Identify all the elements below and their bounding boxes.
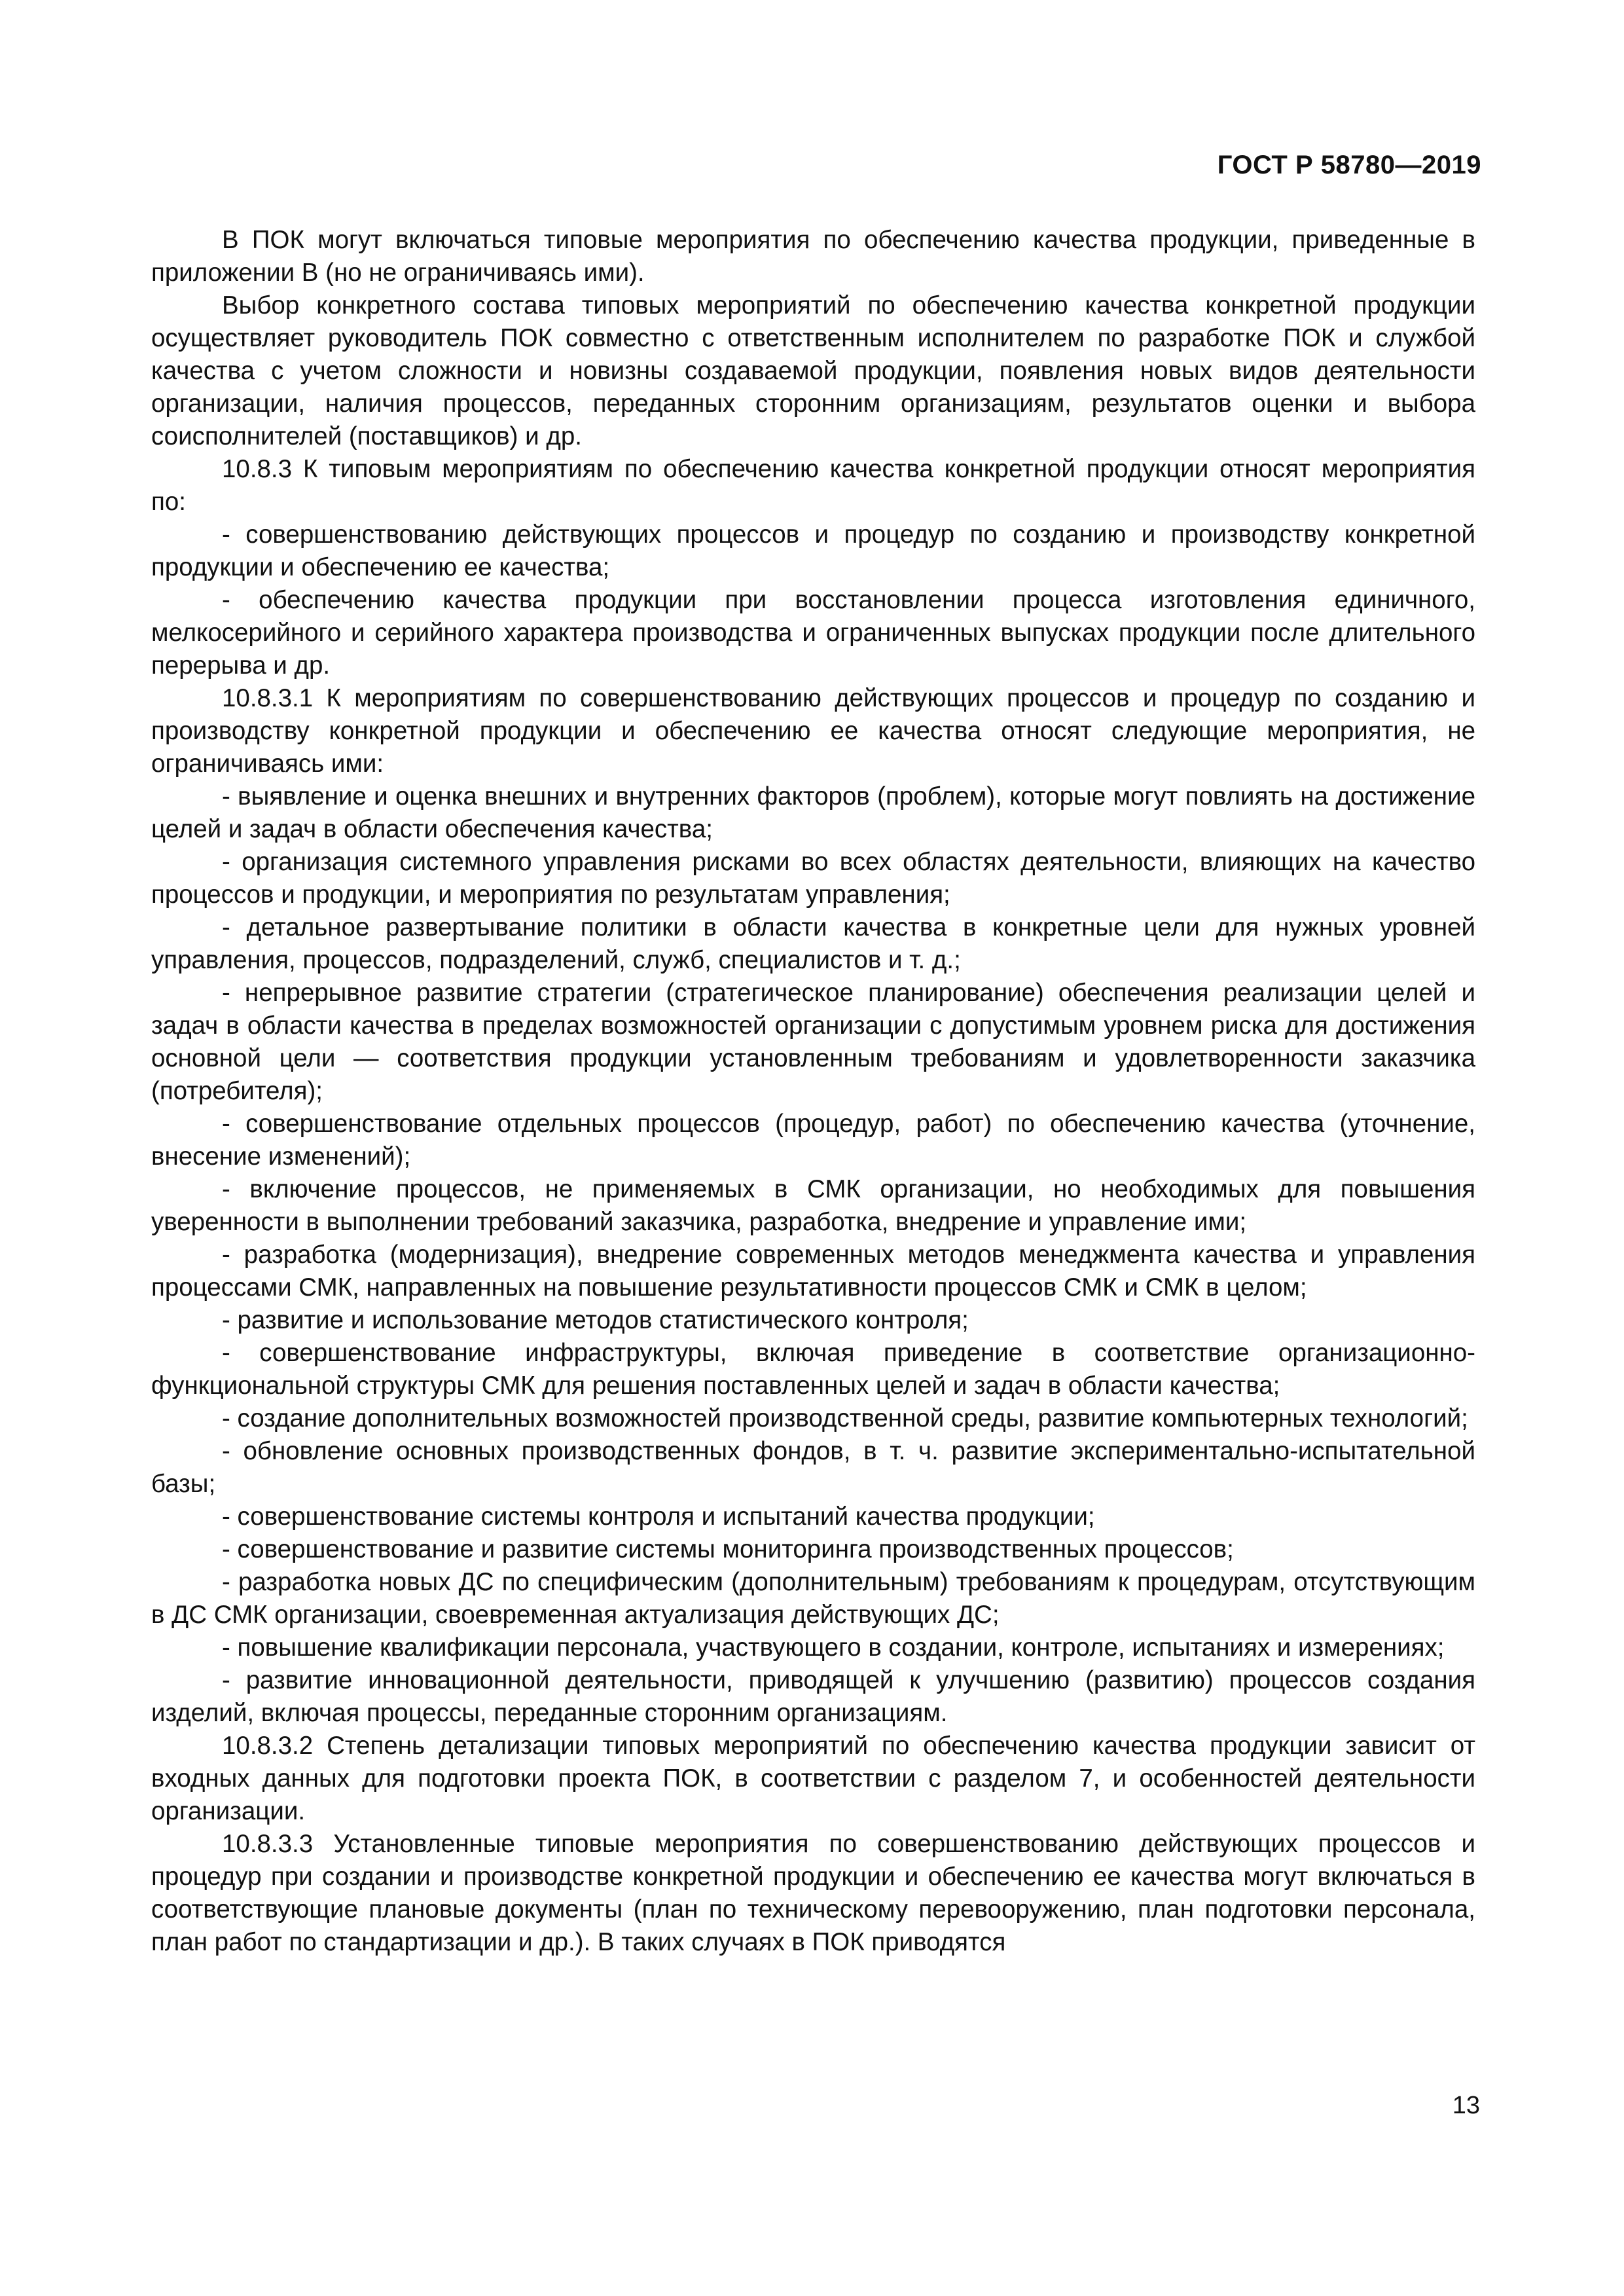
list-item: - совершенствование отдельных процессов (процедур, работ) по обеспечению качества (уточнение, внесение изменений); (151, 1110, 1475, 1171)
list-item: - непрерывное развитие стратегии (стратегическое планирование) обеспечения реализации целей и задач в области качества в пределах возможностей организации с допустимым уровнем риска для достижения основной цели — соответствия продукции установленным требованиям и удовлетворенности заказчика (потребителя); (151, 979, 1475, 1105)
section-paragraph-10-8-3: 10.8.3 К типовым мероприятиям по обеспечению качества конкретной продукции относят мероприятия по: (151, 455, 1475, 516)
list-item: - включение процессов, не применяемых в СМК организации, но необходимых для повышения уверенности в выполнении требований заказчика, разработка, внедрение и управление ими; (151, 1175, 1475, 1236)
paragraph: В ПОК могут включаться типовые мероприятия по обеспечению качества продукции, приведенные в приложении В (но не ограничиваясь ими). (151, 226, 1475, 287)
section-paragraph-10-8-3-2: 10.8.3.2 Степень детализации типовых мероприятий по обеспечению качества продукции зависит от входных данных для подготовки проекта ПОК, в соответствии с разделом 7, и особенностей деятельности организации. (151, 1732, 1475, 1825)
paragraph: Выбор конкретного состава типовых мероприятий по обеспечению качества конкретной продукции осуществляет руководитель ПОК совместно с ответственным исполнителем по разработке ПОК и службой качества с учетом сложности и новизны создаваемой продукции, появления новых видов деятельности организации, наличия процессов, переданных сторонним организациям, результатов оценки и выбора соисполнителей (поставщиков) и др. (151, 291, 1475, 450)
list-item: - развитие инновационной деятельности, приводящей к улучшению (развитию) процессов создания изделий, включая процессы, переданные сторонним организациям. (151, 1666, 1475, 1727)
list-item: - создание дополнительных возможностей производственной среды, развитие компьютерных технологий; (222, 1404, 1468, 1432)
body-text (151, 224, 1475, 1959)
list-item: - повышение квалификации персонала, участвующего в создании, контроле, испытаниях и измерениях; (222, 1633, 1445, 1662)
list-item: - развитие и использование методов статистического контроля; (222, 1306, 969, 1334)
section-paragraph-10-8-3-1: 10.8.3.1 К мероприятиям по совершенствованию действующих процессов и процедур по созданию и производству конкретной продукции и обеспечению ее качества относят следующие мероприятия, не ограничиваясь ими: (151, 684, 1475, 778)
list-item: - совершенствование инфраструктуры, включая приведение в соответствие организационно-функциональной структуры СМК для решения поставленных целей и задач в области качества; (151, 1339, 1475, 1400)
list-item: - обеспечению качества продукции при восстановлении процесса изготовления единичного, мелкосерийного и серийного характера производства и ограниченных выпусках продукции после длительного перерыва и др. (151, 586, 1475, 680)
list-item: - обновление основных производственных фондов, в т. ч. развитие экспериментально-испытательной базы; (151, 1437, 1475, 1498)
section-paragraph-10-8-3-3: 10.8.3.3 Установленные типовые мероприятия по совершенствованию действующих процессов и процедур при создании и производстве конкретной продукции и обеспечению ее качества могут включаться в соответствующие плановые документы (план по техническому перевооружению, план подготовки персонала, план работ по стандартизации и др.). В таких случаях в ПОК приводятся (151, 1830, 1475, 1956)
list-item: - разработка (модернизация), внедрение современных методов менеджмента качества и управления процессами СМК, направленных на повышение результативности процессов СМК и СМК в целом; (151, 1241, 1475, 1302)
list-item: - совершенствование и развитие системы мониторинга производственных процессов; (222, 1535, 1234, 1563)
list-item: - совершенствованию действующих процессов и процедур по созданию и производству конкретной продукции и обеспечению ее качества; (151, 520, 1475, 581)
list-item: - детальное развертывание политики в области качества в конкретные цели для нужных уровней управления, процессов, подразделений, служб, специалистов и т. д.; (151, 913, 1475, 974)
list-item: - организация системного управления рисками во всех областях деятельности, влияющих на качество процессов и продукции, и мероприятия по результатам управления; (151, 848, 1475, 909)
list-item: - разработка новых ДС по специфическим (дополнительным) требованиям к процедурам, отсутствующим в ДС СМК организации, своевременная актуализация действующих ДС; (151, 1568, 1475, 1629)
list-item: - совершенствование системы контроля и испытаний качества продукции; (222, 1503, 1095, 1531)
page-number: 13 (1452, 2092, 1480, 2119)
list-item: - выявление и оценка внешних и внутренних факторов (проблем), которые могут повлиять на достижение целей и задач в области обеспечения качества; (151, 782, 1475, 843)
document-code: ГОСТ Р 58780—2019 (1217, 151, 1481, 179)
